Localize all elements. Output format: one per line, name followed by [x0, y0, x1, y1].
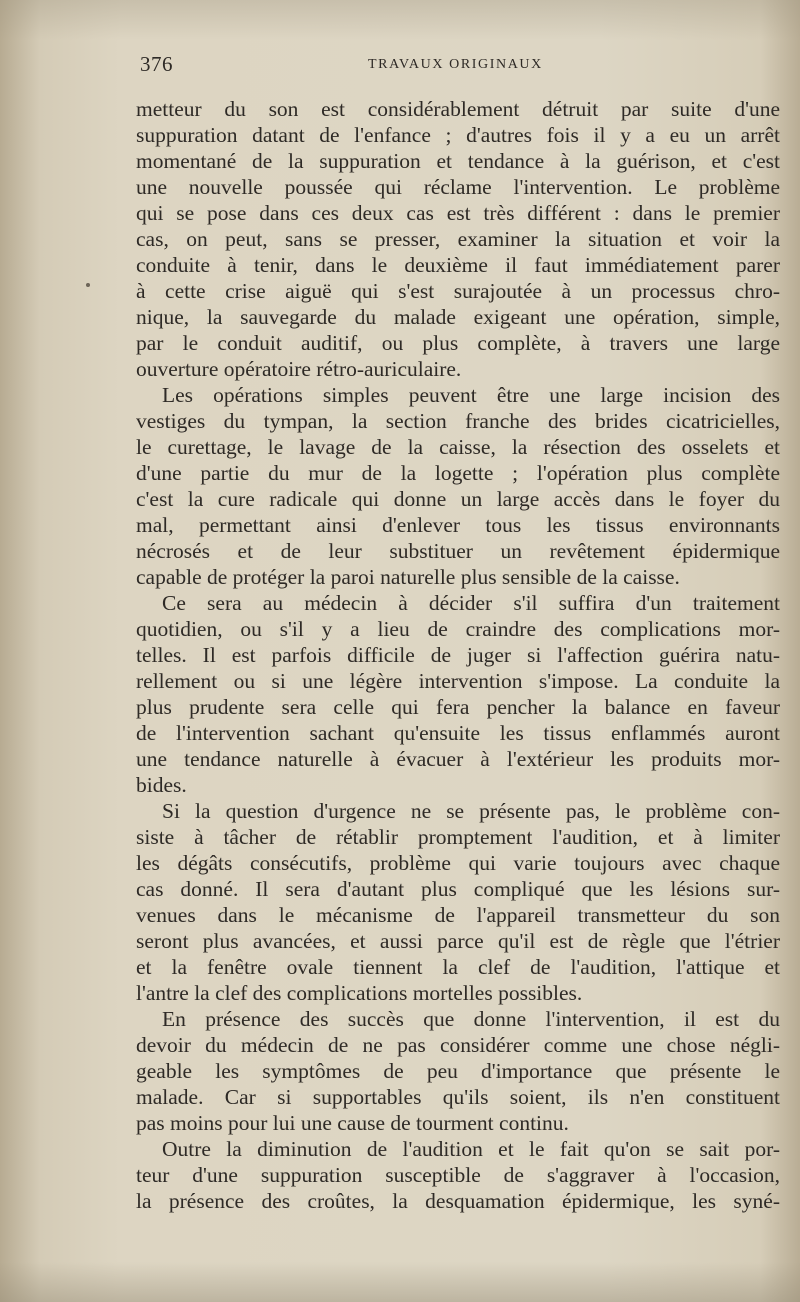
body-text [136, 96, 780, 1214]
text-line: devoir du médecin de ne pas considérer comme une chose négli- [136, 1033, 780, 1057]
text-line: les dégâts consécutifs, problème qui varie toujours avec chaque [136, 851, 780, 875]
text-line: l'antre la clef des complications mortelles possibles. [136, 981, 583, 1005]
text-line: pas moins pour lui une cause de tourment continu. [136, 1111, 569, 1135]
text-line: telles. Il est parfois difficile de juger si l'affection guérira natu- [136, 643, 780, 667]
text-line: momentané de la suppuration et tendance à la guérison, et c'est [136, 149, 780, 173]
text-line: à cette crise aiguë qui s'est surajoutée à un processus chro- [136, 279, 780, 303]
text-line: vestiges du tympan, la section franche des brides cicatricielles, [136, 409, 780, 433]
text-line: venues dans le mécanisme de l'appareil transmetteur du son [136, 903, 780, 927]
text-line: rellement ou si une légère intervention s'impose. La conduite la [136, 669, 780, 693]
text-line: metteur du son est considérablement détruit par suite d'une [136, 97, 780, 121]
text-line: d'une partie du mur de la logette ; l'opération plus complète [136, 461, 780, 485]
ink-speck [86, 283, 90, 287]
page-number: 376 [140, 52, 173, 76]
text-line: ouverture opératoire rétro-auriculaire. [136, 357, 462, 381]
text-line: c'est la cure radicale qui donne un large accès dans le foyer du [136, 487, 780, 511]
text-line: par le conduit auditif, ou plus complète, à travers une large [136, 331, 780, 355]
text-line: et la fenêtre ovale tiennent la clef de l'audition, l'attique et [136, 955, 780, 979]
text-line: Outre la diminution de l'audition et le fait qu'on se sait por- [162, 1137, 780, 1161]
text-line: nique, la sauvegarde du malade exigeant une opération, simple, [136, 305, 780, 329]
text-line: une nouvelle poussée qui réclame l'intervention. Le problème [136, 175, 780, 199]
text-line: Ce sera au médecin à décider s'il suffira d'un traitement [162, 591, 780, 615]
text-line: cas donné. Il sera d'autant plus compliqué que les lésions sur- [136, 877, 780, 901]
text-line: Les opérations simples peuvent être une large incision des [162, 383, 780, 407]
text-line: de l'intervention sachant qu'ensuite les tissus enflammés auront [136, 721, 780, 745]
text-line: geable les symptômes de peu d'importance que présente le [136, 1059, 780, 1083]
running-head [140, 52, 780, 82]
text-line: Si la question d'urgence ne se présente pas, le problème con- [162, 799, 780, 823]
running-title: TRAVAUX ORIGINAUX [368, 57, 543, 72]
text-line: la présence des croûtes, la desquamation épidermique, les syné- [136, 1189, 780, 1213]
text-line: bides. [136, 773, 187, 797]
text-line: teur d'une suppuration susceptible de s'aggraver à l'occasion, [136, 1163, 780, 1187]
text-line: le curettage, le lavage de la caisse, la résection des osselets et [136, 435, 780, 459]
text-line: malade. Car si supportables qu'ils soient, ils n'en constituent [136, 1085, 780, 1109]
text-line: capable de protéger la paroi naturelle plus sensible de la caisse. [136, 565, 680, 589]
text-line: mal, permettant ainsi d'enlever tous les tissus environnants [136, 513, 780, 537]
text-line: En présence des succès que donne l'intervention, il est du [162, 1007, 780, 1031]
text-line: siste à tâcher de rétablir promptement l'audition, et à limiter [136, 825, 780, 849]
text-line: suppuration datant de l'enfance ; d'autres fois il y a eu un arrêt [136, 123, 780, 147]
text-line: cas, on peut, sans se presser, examiner la situation et voir la [136, 227, 780, 251]
text-line: quotidien, ou s'il y a lieu de craindre des complications mor- [136, 617, 780, 641]
text-line: conduite à tenir, dans le deuxième il faut immédiatement parer [136, 253, 780, 277]
text-line: plus prudente sera celle qui fera pencher la balance en faveur [136, 695, 780, 719]
text-line: une tendance naturelle à évacuer à l'extérieur les produits mor- [136, 747, 780, 771]
text-line: nécrosés et de leur substituer un revêtement épidermique [136, 539, 780, 563]
text-line: qui se pose dans ces deux cas est très différent : dans le premier [136, 201, 780, 225]
text-line: seront plus avancées, et aussi parce qu'il est de règle que l'étrier [136, 929, 780, 953]
